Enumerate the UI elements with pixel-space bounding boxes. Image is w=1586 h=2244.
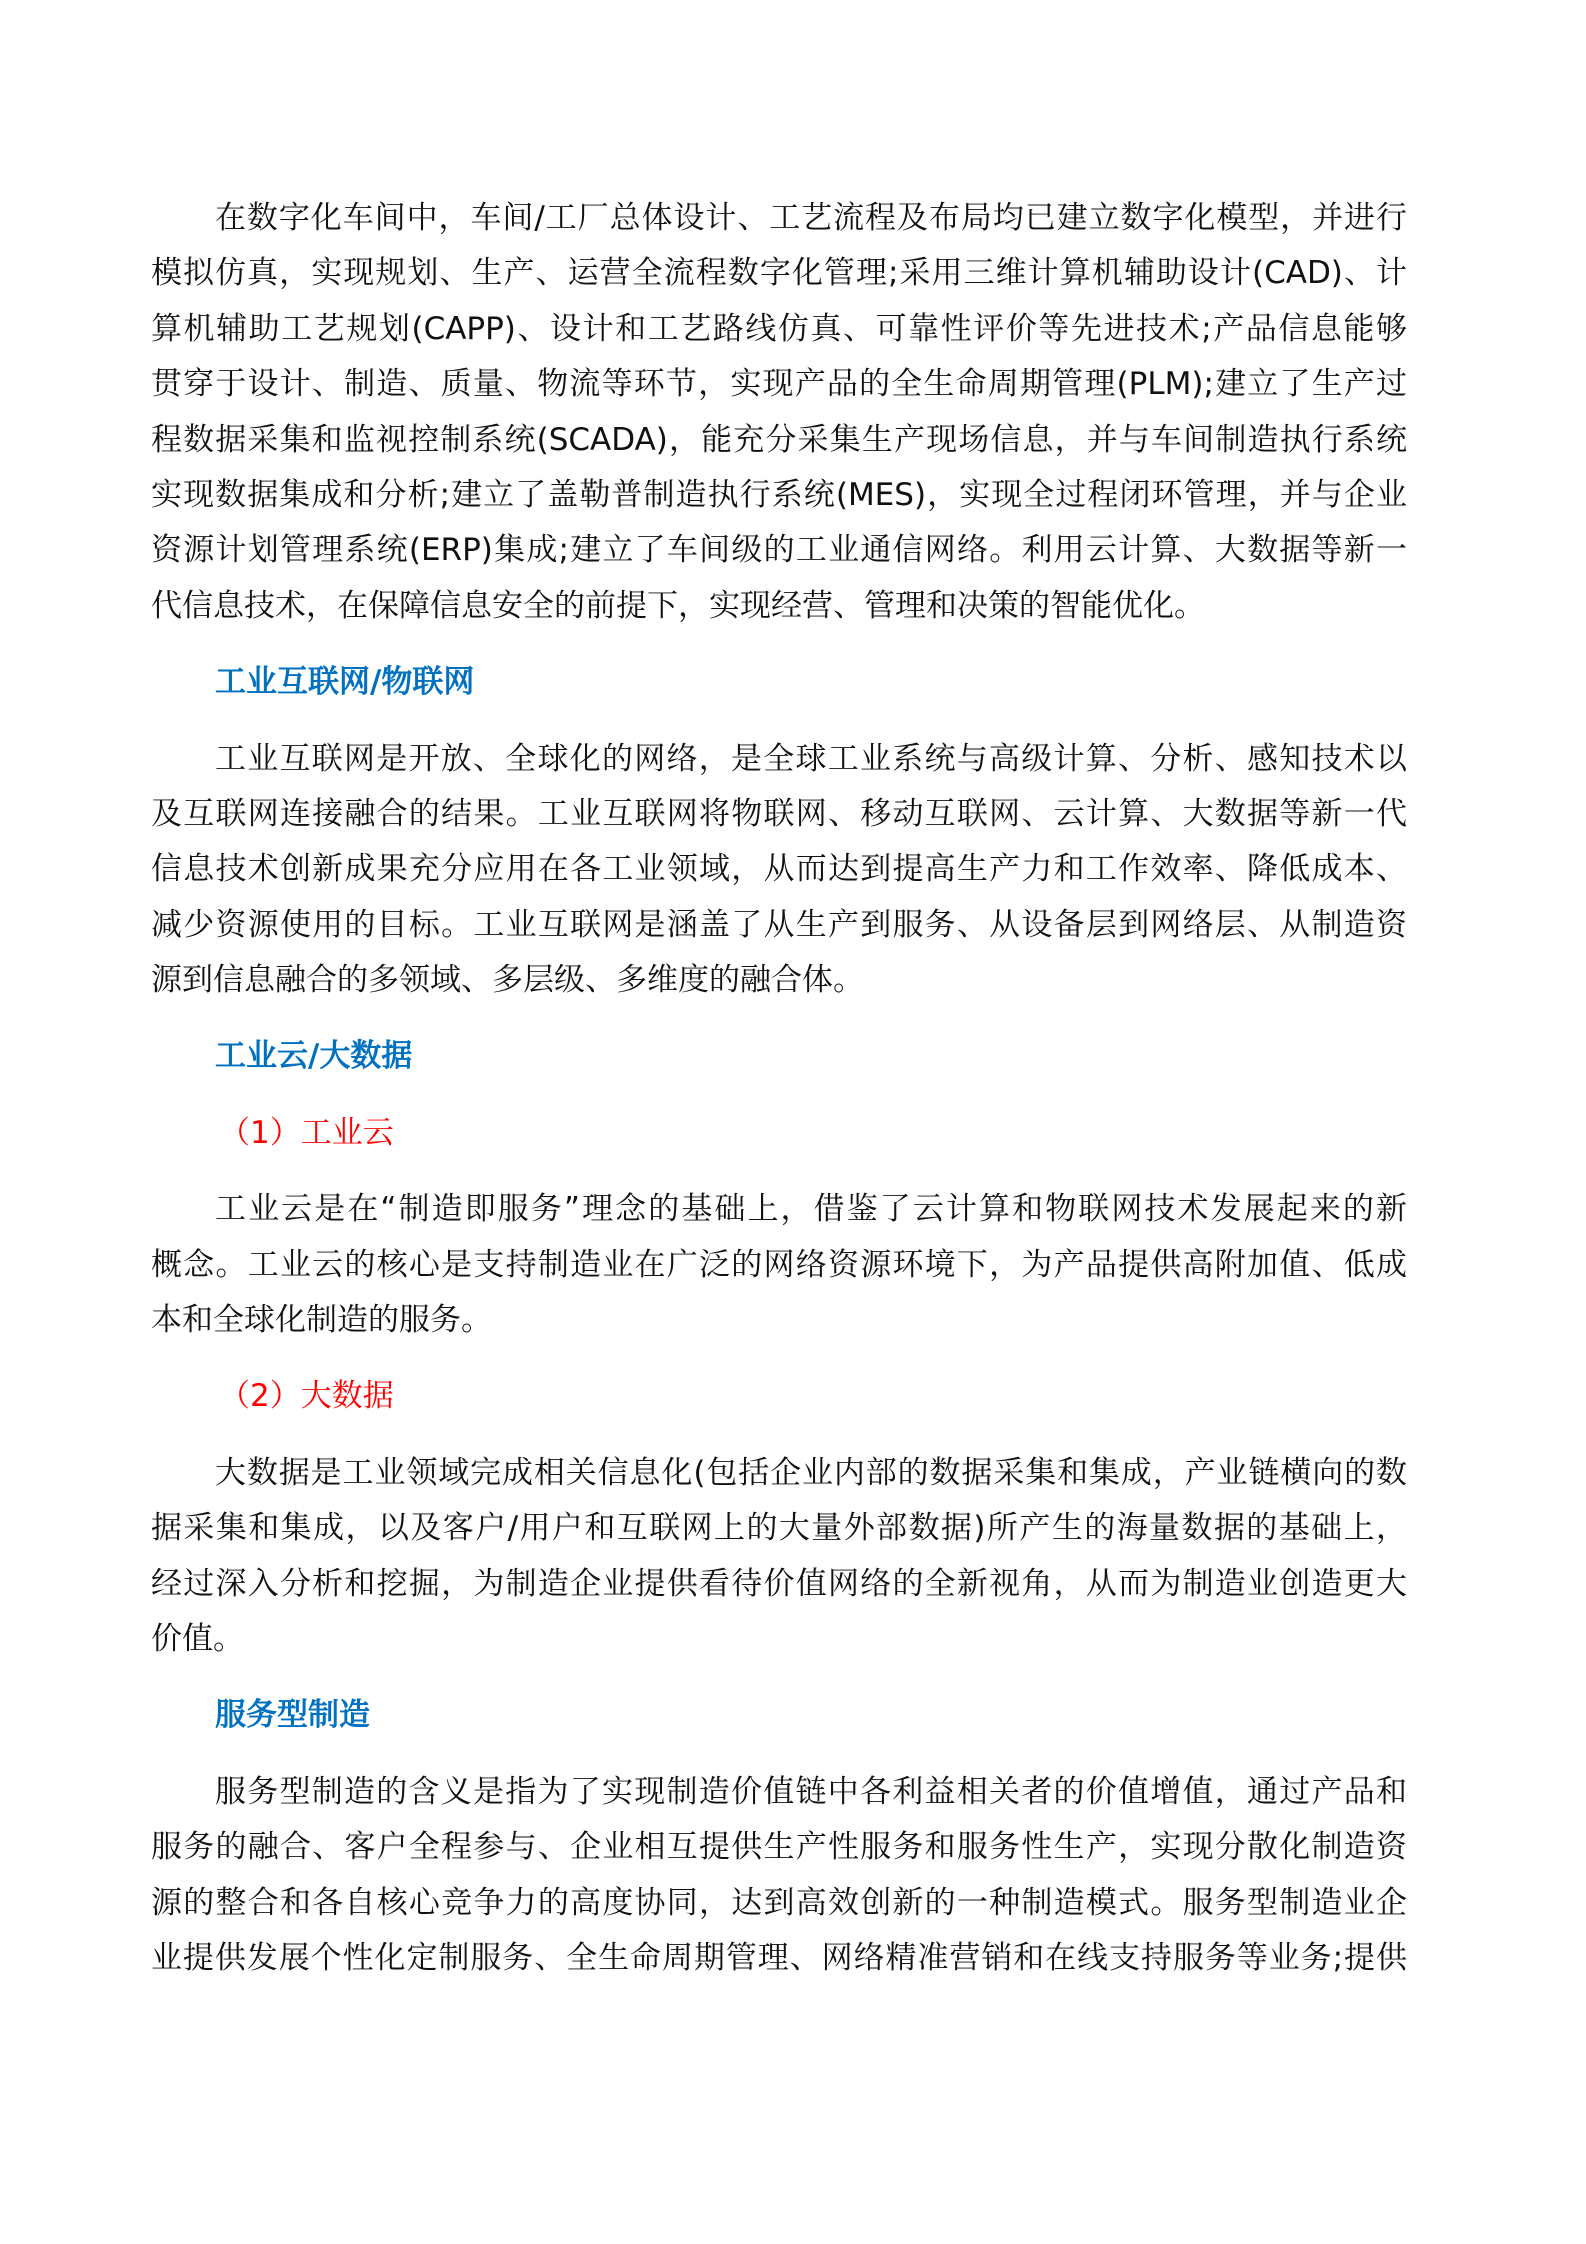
paragraph-line: 代信息技术，在保障信息安全的前提下，实现经营、管理和决策的智能优化。 xyxy=(151,587,1205,624)
paragraph-line: 算机辅助工艺规划(CAPP)、设计和工艺路线仿真、可靠性评价等先进技术;产品信息能够 xyxy=(151,310,1407,347)
paragraph-line: 概念。工业云的核心是支持制造业在广泛的网络资源环境下，为产品提供高附加值、低成 xyxy=(151,1246,1407,1283)
paragraph-line: 源的整合和各自核心竞争力的高度协同，达到高效创新的一种制造模式。服务型制造业企 xyxy=(151,1884,1407,1921)
paragraph xyxy=(151,191,1407,634)
document-page xyxy=(151,191,1407,1986)
paragraph-line: 工业互联网是开放、全球化的网络，是全球工业系统与高级计算、分析、感知技术以 xyxy=(215,740,1407,777)
section-heading: 工业云/大数据 xyxy=(215,1038,413,1075)
paragraph-line: 经过深入分析和挖掘，为制造企业提供看待价值网络的全新视角，从而为制造业创造更大 xyxy=(151,1565,1407,1602)
paragraph-line: 在数字化车间中，车间/工厂总体设计、工艺流程及布局均已建立数字化模型，并进行 xyxy=(215,200,1407,236)
paragraph-line: 大数据是工业领域完成相关信息化(包括企业内部的数据采集和集成，产业链横向的数 xyxy=(215,1454,1407,1491)
paragraph-line: 程数据采集和监视控制系统(SCADA)，能充分采集生产现场信息，并与车间制造执行系统 xyxy=(151,421,1407,458)
paragraph xyxy=(151,1765,1407,1987)
paragraph-line: 源到信息融合的多领域、多层级、多维度的融合体。 xyxy=(151,962,864,999)
paragraph xyxy=(151,732,1407,1009)
paragraph-line: 减少资源使用的目标。工业互联网是涵盖了从生产到服务、从设备层到网络层、从制造资 xyxy=(151,906,1407,943)
paragraph-line: 业提供发展个性化定制服务、全生命周期管理、网络精准营销和在线支持服务等业务;提供 xyxy=(151,1940,1407,1977)
paragraph-line: 及互联网连接融合的结果。工业互联网将物联网、移动互联网、云计算、大数据等新一代 xyxy=(151,795,1407,832)
section-heading: 工业互联网/物联网 xyxy=(215,664,475,701)
paragraph xyxy=(151,1182,1407,1348)
paragraph-line: 服务型制造的含义是指为了实现制造价值链中各利益相关者的价值增值，通过产品和 xyxy=(215,1773,1407,1810)
paragraph-line: 实现数据集成和分析;建立了盖勒普制造执行系统(MES)，实现全过程闭环管理，并与企业 xyxy=(151,476,1407,513)
paragraph xyxy=(151,1446,1407,1668)
paragraph-line: 工业云是在“制造即服务”理念的基础上，借鉴了云计算和物联网技术发展起来的新 xyxy=(215,1191,1407,1228)
paragraph-line: 服务的融合、客户全程参与、企业相互提供生产性服务和服务性生产，实现分散化制造资 xyxy=(151,1829,1407,1866)
section-heading: 服务型制造 xyxy=(215,1697,370,1734)
paragraph-line: 模拟仿真，实现规划、生产、运营全流程数字化管理;采用三维计算机辅助设计(CAD)、计 xyxy=(151,255,1407,292)
subsection-heading: （2）大数据 xyxy=(219,1378,394,1415)
paragraph-line: 信息技术创新成果充分应用在各工业领域，从而达到提高生产力和工作效率、降低成本、 xyxy=(151,851,1407,888)
paragraph-line: 贯穿于设计、制造、质量、物流等环节，实现产品的全生命周期管理(PLM);建立了生产过 xyxy=(151,366,1407,403)
paragraph-line: 资源计划管理系统(ERP)集成;建立了车间级的工业通信网络。利用云计算、大数据等新一 xyxy=(151,532,1407,569)
paragraph-line: 据采集和集成，以及客户/用户和互联网上的大量外部数据)所产生的海量数据的基础上， xyxy=(151,1510,1407,1547)
paragraph-line: 价值。 xyxy=(151,1621,244,1658)
subsection-heading: （1）工业云 xyxy=(219,1114,394,1151)
paragraph-line: 本和全球化制造的服务。 xyxy=(151,1302,492,1339)
